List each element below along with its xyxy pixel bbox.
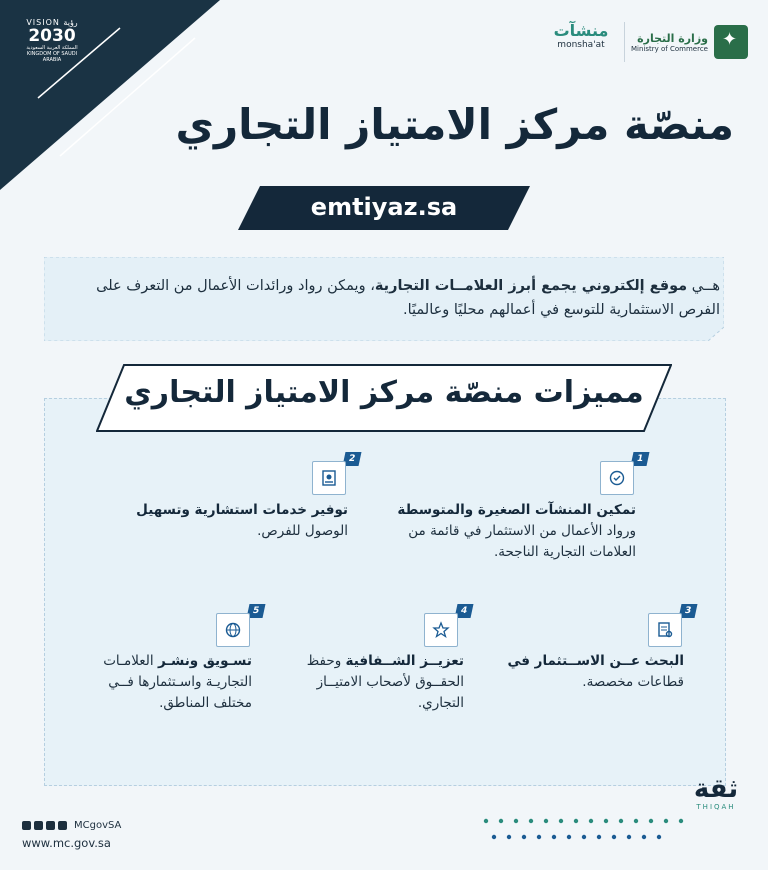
intro-paragraph: هــي موقع إلكتروني يجمع أبرز العلامــات التجارية، ويمكن رواد ورائدات الأعمال من التعرف على الفرص الاستثمارية للتوسع في أعمالهم محليًا وعالميًا. bbox=[96, 278, 720, 318]
youtube-icon[interactable] bbox=[58, 821, 67, 830]
feature-item-3: البحث عــن الاســتثمار في قطاعات مخصصة. bbox=[507, 653, 684, 690]
feature-number-5: 5 bbox=[247, 604, 266, 618]
decor-dot bbox=[507, 835, 511, 839]
monshaat-logo: منشآت monsha'at bbox=[553, 21, 609, 50]
decor-dot bbox=[627, 835, 631, 839]
ministry-of-commerce-logo: وزارة التجارة Ministry of Commerce ✦ bbox=[628, 22, 748, 62]
document-search-icon bbox=[648, 613, 682, 647]
page-title: منصّة مركز الامتياز التجاري bbox=[175, 100, 734, 149]
footer-website[interactable]: www.mc.gov.sa bbox=[22, 836, 111, 850]
globe-icon bbox=[216, 613, 250, 647]
decor-dot bbox=[544, 819, 548, 823]
dots-decoration bbox=[478, 815, 690, 845]
vision-2030-logo: VISION رؤية 2030 المملكة العربية السعودية KINGDOM OF SAUDI ARABIA bbox=[26, 18, 78, 63]
decor-dot bbox=[552, 835, 556, 839]
feature-item-2: توفير خدمات استشارية وتسهيل الوصول للفرص. bbox=[136, 502, 348, 539]
feature-number-3: 3 bbox=[679, 604, 698, 618]
decor-dot bbox=[559, 819, 563, 823]
twitter-icon[interactable] bbox=[22, 821, 31, 830]
decor-dot bbox=[649, 819, 653, 823]
decor-dot bbox=[499, 819, 503, 823]
facebook-icon[interactable] bbox=[34, 821, 43, 830]
decor-dot bbox=[604, 819, 608, 823]
logo-divider bbox=[624, 22, 625, 62]
features-panel bbox=[44, 398, 726, 786]
feature-number-2: 2 bbox=[343, 452, 362, 466]
thiqah-logo: ثقة THIQAH bbox=[693, 774, 739, 811]
instagram-icon[interactable] bbox=[46, 821, 55, 830]
consultation-icon bbox=[312, 461, 346, 495]
decor-dot bbox=[529, 819, 533, 823]
decor-dot bbox=[567, 835, 571, 839]
decor-dot bbox=[574, 819, 578, 823]
decor-dot bbox=[619, 819, 623, 823]
decor-dot bbox=[679, 819, 683, 823]
website-banner bbox=[238, 186, 530, 230]
decor-dot bbox=[514, 819, 518, 823]
decor-dot bbox=[612, 835, 616, 839]
decor-dot bbox=[522, 835, 526, 839]
social-handle[interactable]: MCgovSA bbox=[74, 820, 122, 831]
decor-dot bbox=[537, 835, 541, 839]
social-links bbox=[22, 820, 121, 831]
feature-number-4: 4 bbox=[455, 604, 474, 618]
star-icon bbox=[424, 613, 458, 647]
decor-dot bbox=[492, 835, 496, 839]
decor-dot bbox=[634, 819, 638, 823]
decor-dot bbox=[642, 835, 646, 839]
feature-number-1: 1 bbox=[631, 452, 650, 466]
decor-dot bbox=[484, 819, 488, 823]
feature-item-1: تمكين المنشآت الصغيرة والمتوسطة ورواد الأعمال من الاستثمار في قائمة من العلامات التجارية الناجحة. bbox=[397, 502, 636, 560]
feature-item-4: تعزيــز الشــفافية وحفظ الحقــوق لأصحاب الامتيــاز التجاري. bbox=[306, 653, 464, 711]
features-title: مميزات منصّة مركز الامتياز التجاري bbox=[124, 375, 644, 410]
decor-dot bbox=[589, 819, 593, 823]
website-url[interactable]: emtiyaz.sa bbox=[310, 193, 458, 221]
decor-dot bbox=[664, 819, 668, 823]
decor-dot bbox=[582, 835, 586, 839]
decor-dot bbox=[597, 835, 601, 839]
palm-emblem-icon bbox=[714, 25, 748, 59]
decor-dot bbox=[657, 835, 661, 839]
target-icon bbox=[600, 461, 634, 495]
feature-item-5: تسـويق ونشـر العلامـات التجاريـة واسـتثمارها فــي مختلف المناطق. bbox=[103, 653, 252, 711]
